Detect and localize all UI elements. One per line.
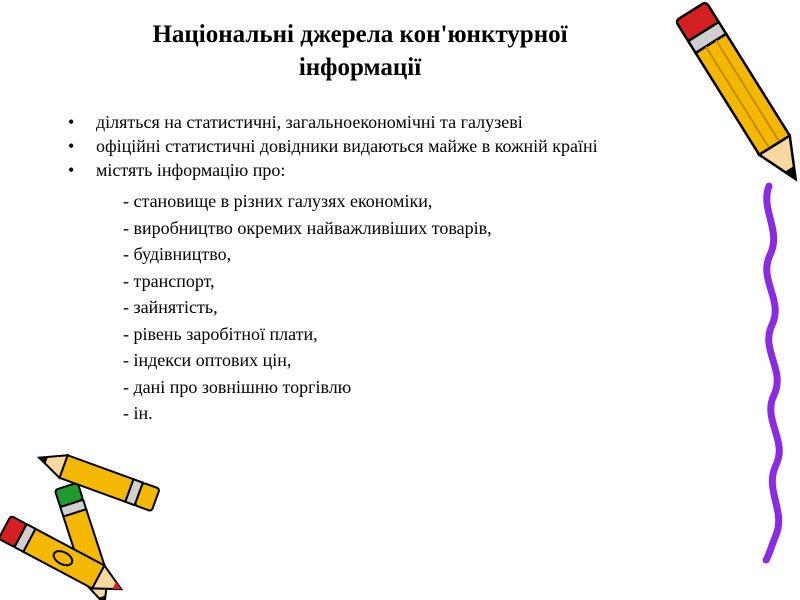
sub-list	[123, 188, 492, 427]
bullet-item	[66, 158, 598, 182]
slide-title	[80, 18, 640, 84]
sub-list-item: - рівень заробітної плати,	[123, 323, 318, 344]
sub-list-item: - дані про зовнішню торгівлю	[123, 376, 352, 397]
title-line-2: інформації	[298, 54, 422, 81]
bullet-marker: •	[68, 112, 75, 132]
crossed-pencils-icon	[0, 446, 160, 600]
bullet-item	[66, 134, 598, 158]
pencil-with-squiggle-icon	[675, 2, 800, 560]
bullet-text: містять інформацію про:	[96, 160, 286, 180]
sub-list-item: - становище в різних галузях економіки,	[123, 191, 433, 211]
sub-list-item: - транспорт,	[123, 270, 215, 291]
bullet-text: офіційні статистичні довідники видаються майже в кожній країні	[96, 136, 598, 156]
bullet-list	[66, 110, 598, 182]
sub-list-item: - будівництво,	[123, 244, 232, 264]
bullet-marker: •	[68, 136, 75, 156]
sub-list-item: - виробництво окремих найважливіших товарів,	[123, 217, 492, 238]
sub-list-item: - зайнятість,	[123, 297, 218, 317]
bullet-marker: •	[68, 160, 75, 180]
bullet-text: діляться на статистичні, загальноекономічні та галузеві	[96, 112, 523, 132]
sub-list-item: - індекси оптових цін,	[123, 350, 292, 370]
title-line-1: Національні джерела кон'юнктурної	[152, 21, 568, 48]
bullet-item	[66, 110, 598, 134]
sub-list-item: - ін.	[123, 403, 153, 423]
